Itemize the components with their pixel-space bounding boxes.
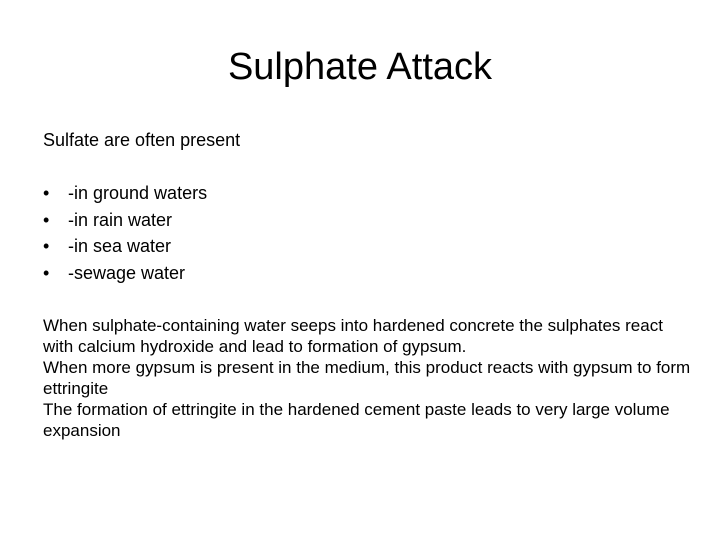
paragraph: The formation of ettringite in the hardened cement paste leads to very large volume expansion <box>43 400 670 440</box>
bullet-list <box>43 180 207 286</box>
bullet-dot-icon: • <box>43 236 50 256</box>
paragraph: When more gypsum is present in the medium, this product reacts with gypsum to form ettringite <box>43 358 691 398</box>
paragraph: When sulphate-containing water seeps into hardened concrete the sulphates react with calcium hydroxide and lead to formation of gypsum. <box>43 316 663 356</box>
list-item <box>43 233 207 260</box>
list-item <box>43 260 207 287</box>
bullet-dot-icon: • <box>43 262 50 283</box>
bullet-text: -sewage water <box>68 262 186 283</box>
bullet-dot-icon: • <box>43 183 50 203</box>
intro-text: Sulfate are often present <box>43 130 241 150</box>
bullet-text: -in sea water <box>68 236 172 256</box>
bullet-text: -in ground waters <box>68 183 208 203</box>
list-item <box>43 180 207 207</box>
bullet-dot-icon: • <box>43 209 50 230</box>
bullet-text: -in rain water <box>68 209 173 230</box>
list-item <box>43 207 207 234</box>
slide-title: Sulphate Attack <box>227 46 493 88</box>
body-text <box>43 315 693 441</box>
